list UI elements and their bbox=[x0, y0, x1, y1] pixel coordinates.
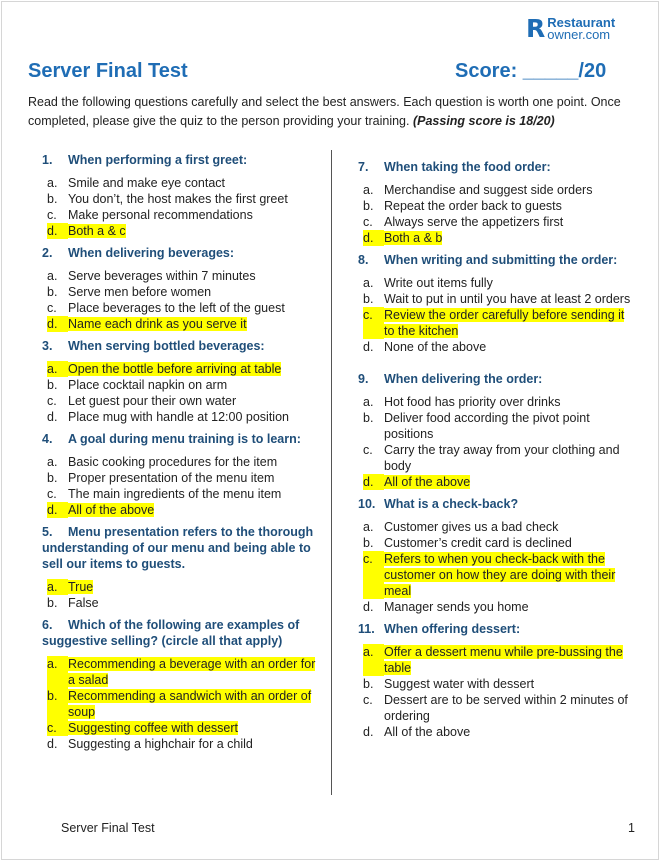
option-label: Write out items fully bbox=[384, 276, 493, 290]
answer-option bbox=[47, 736, 322, 752]
option-label: Let guest pour their own water bbox=[68, 394, 237, 408]
answer-option bbox=[363, 339, 633, 355]
option-letter: d. bbox=[47, 737, 58, 751]
answer-option bbox=[363, 291, 633, 307]
question-number: 3. bbox=[42, 339, 53, 353]
question-text: Which of the following are examples of suggestive selling? (circle all that apply) bbox=[42, 618, 300, 648]
option-label: None of the above bbox=[384, 340, 487, 354]
column-divider bbox=[331, 150, 332, 795]
answer-option bbox=[47, 377, 322, 393]
option-label: Dessert are to be served within 2 minutes of ordering bbox=[384, 693, 628, 723]
question-number: 9. bbox=[358, 372, 369, 386]
option-text bbox=[68, 175, 322, 191]
option-text bbox=[384, 724, 633, 740]
answer-option bbox=[363, 676, 633, 692]
option-letter: b. bbox=[363, 536, 374, 550]
option-letter: d. bbox=[363, 474, 384, 490]
question-text: When delivering beverages: bbox=[68, 246, 235, 260]
question-block bbox=[358, 371, 633, 490]
option-label: Open the bottle before arriving at table bbox=[68, 362, 282, 376]
option-letter: b. bbox=[47, 596, 58, 610]
option-text bbox=[68, 486, 322, 502]
answer-option bbox=[47, 656, 322, 688]
option-label: Serve men before women bbox=[68, 285, 212, 299]
question-heading bbox=[358, 371, 633, 387]
option-label: True bbox=[68, 580, 94, 594]
option-letter: c. bbox=[363, 693, 373, 707]
question-heading bbox=[42, 617, 322, 649]
page-number: 1 bbox=[628, 821, 635, 835]
answer-option bbox=[47, 175, 322, 191]
question-heading bbox=[358, 496, 633, 512]
option-text bbox=[68, 720, 322, 736]
question-number: 6. bbox=[42, 618, 53, 632]
option-text bbox=[384, 692, 633, 724]
option-text bbox=[68, 300, 322, 316]
question-heading bbox=[358, 621, 633, 637]
option-letter: c. bbox=[363, 307, 384, 339]
answer-option bbox=[47, 470, 322, 486]
option-letter: a. bbox=[363, 520, 374, 534]
question-block bbox=[358, 621, 633, 740]
option-text bbox=[384, 339, 633, 355]
question-heading bbox=[42, 245, 322, 261]
option-label: Deliver food according the pivot point positions bbox=[384, 411, 590, 441]
option-label: Always serve the appetizers first bbox=[384, 215, 564, 229]
option-letter: a. bbox=[47, 176, 58, 190]
option-label: Recommending a beverage with an order for a salad bbox=[68, 657, 316, 687]
left-question-column bbox=[42, 152, 322, 758]
option-letter: b. bbox=[47, 378, 58, 392]
answer-option bbox=[47, 284, 322, 300]
answer-option bbox=[363, 410, 633, 442]
answer-option bbox=[47, 409, 322, 425]
logo-mark: R bbox=[526, 14, 544, 43]
option-letter: b. bbox=[363, 292, 374, 306]
option-letter: d. bbox=[47, 223, 68, 239]
option-text bbox=[384, 474, 633, 490]
option-label: All of the above bbox=[384, 725, 471, 739]
option-text bbox=[384, 644, 633, 676]
option-text bbox=[384, 230, 633, 246]
answer-option bbox=[363, 182, 633, 198]
option-letter: d. bbox=[363, 725, 374, 739]
option-label: Both a & b bbox=[384, 231, 443, 245]
option-text bbox=[68, 579, 322, 595]
answer-option bbox=[47, 268, 322, 284]
answer-option bbox=[363, 307, 633, 339]
answer-option bbox=[47, 595, 322, 611]
option-letter: b. bbox=[47, 471, 58, 485]
question-text: When serving bottled beverages: bbox=[68, 339, 265, 353]
option-letter: c. bbox=[363, 443, 373, 457]
restaurant-owner-logo bbox=[526, 16, 615, 41]
right-question-column bbox=[358, 159, 633, 746]
answer-option bbox=[47, 454, 322, 470]
question-block bbox=[358, 496, 633, 615]
option-text bbox=[68, 191, 322, 207]
question-number: 1. bbox=[42, 153, 53, 167]
option-letter: a. bbox=[47, 361, 68, 377]
option-text bbox=[68, 268, 322, 284]
option-letter: d. bbox=[47, 410, 58, 424]
answer-option bbox=[47, 688, 322, 720]
logo-line2: owner.com bbox=[547, 26, 611, 42]
answer-option bbox=[47, 486, 322, 502]
question-heading bbox=[42, 152, 322, 168]
option-label: Make personal recommendations bbox=[68, 208, 253, 222]
answer-option bbox=[47, 502, 322, 518]
option-label: Basic cooking procedures for the item bbox=[68, 455, 278, 469]
option-text bbox=[68, 393, 322, 409]
option-letter: a. bbox=[363, 183, 374, 197]
option-letter: a. bbox=[47, 269, 58, 283]
option-letter: d. bbox=[363, 600, 374, 614]
option-text bbox=[68, 736, 322, 752]
answer-option bbox=[363, 474, 633, 490]
question-text: When delivering the order: bbox=[384, 372, 543, 386]
option-text bbox=[384, 291, 633, 307]
answer-option bbox=[363, 198, 633, 214]
question-text: Menu presentation refers to the thorough understanding of our menu and being able to sell our items to guests. bbox=[42, 525, 314, 571]
option-text bbox=[68, 595, 322, 611]
option-text bbox=[384, 535, 633, 551]
option-label: Wait to put in until you have at least 2 orders bbox=[384, 292, 631, 306]
answer-option bbox=[363, 214, 633, 230]
answer-option bbox=[363, 275, 633, 291]
question-text: A goal during menu training is to learn: bbox=[68, 432, 301, 446]
question-block bbox=[358, 159, 633, 246]
answer-option bbox=[363, 551, 633, 599]
answer-option bbox=[363, 535, 633, 551]
question-block bbox=[42, 338, 322, 425]
score-field: Score: _____/20 bbox=[455, 60, 607, 82]
question-text: When writing and submitting the order: bbox=[384, 253, 618, 267]
option-text bbox=[384, 410, 633, 442]
answer-option bbox=[47, 300, 322, 316]
answer-option bbox=[47, 361, 322, 377]
option-letter: d. bbox=[363, 340, 374, 354]
option-label: You don’t, the host makes the first greet bbox=[68, 192, 288, 206]
question-heading bbox=[42, 338, 322, 354]
question-block bbox=[42, 524, 322, 611]
option-label: False bbox=[68, 596, 99, 610]
option-text bbox=[384, 551, 633, 599]
answer-option bbox=[363, 724, 633, 740]
question-heading bbox=[42, 524, 322, 572]
question-block bbox=[42, 152, 322, 239]
option-label: Offer a dessert menu while pre-bussing the table bbox=[384, 645, 623, 675]
option-text bbox=[68, 316, 322, 332]
option-label: Both a & c bbox=[68, 224, 126, 238]
option-letter: b. bbox=[47, 285, 58, 299]
option-label: Suggesting a highchair for a child bbox=[68, 737, 253, 751]
option-letter: c. bbox=[363, 551, 384, 599]
option-text bbox=[68, 470, 322, 486]
option-letter: a. bbox=[363, 395, 374, 409]
question-block bbox=[358, 252, 633, 355]
option-letter: c. bbox=[363, 215, 373, 229]
option-text bbox=[68, 223, 322, 239]
answer-option bbox=[363, 519, 633, 535]
logo-text bbox=[547, 14, 616, 42]
answer-option bbox=[363, 692, 633, 724]
answer-option bbox=[363, 599, 633, 615]
question-number: 7. bbox=[358, 160, 369, 174]
answer-option bbox=[47, 207, 322, 223]
option-label: Refers to when you check-back with the customer on how they are doing with their meal bbox=[384, 552, 616, 598]
question-number: 4. bbox=[42, 432, 53, 446]
option-text bbox=[68, 656, 322, 688]
question-block bbox=[42, 617, 322, 752]
answer-option bbox=[47, 191, 322, 207]
answer-option bbox=[47, 223, 322, 239]
option-label: Place cocktail napkin on arm bbox=[68, 378, 228, 392]
question-heading bbox=[42, 431, 322, 447]
option-label: The main ingredients of the menu item bbox=[68, 487, 282, 501]
option-text bbox=[384, 198, 633, 214]
option-label: Customer gives us a bad check bbox=[384, 520, 559, 534]
intro-paragraph bbox=[28, 93, 628, 131]
option-text bbox=[68, 502, 322, 518]
option-text bbox=[68, 377, 322, 393]
option-letter: d. bbox=[47, 502, 68, 518]
option-letter: b. bbox=[363, 411, 374, 425]
option-letter: a. bbox=[363, 276, 374, 290]
answer-option bbox=[47, 720, 322, 736]
question-text: When offering dessert: bbox=[384, 622, 521, 636]
option-letter: c. bbox=[47, 394, 57, 408]
page-title: Server Final Test bbox=[28, 60, 188, 82]
option-letter: d. bbox=[47, 316, 68, 332]
answer-option bbox=[363, 442, 633, 474]
option-label: Carry the tray away from your clothing and body bbox=[384, 443, 620, 473]
option-text bbox=[68, 207, 322, 223]
option-text bbox=[384, 519, 633, 535]
option-label: Smile and make eye contact bbox=[68, 176, 226, 190]
option-text bbox=[384, 214, 633, 230]
option-letter: a. bbox=[363, 644, 384, 676]
option-letter: c. bbox=[47, 487, 57, 501]
option-label: Merchandise and suggest side orders bbox=[384, 183, 593, 197]
option-text bbox=[68, 454, 322, 470]
answer-option bbox=[363, 230, 633, 246]
option-letter: d. bbox=[363, 230, 384, 246]
option-text bbox=[68, 409, 322, 425]
option-letter: b. bbox=[47, 688, 68, 720]
option-text bbox=[384, 599, 633, 615]
option-letter: c. bbox=[47, 301, 57, 315]
option-letter: c. bbox=[47, 720, 68, 736]
question-text: What is a check-back? bbox=[384, 497, 519, 511]
answer-option bbox=[363, 394, 633, 410]
option-letter: a. bbox=[47, 455, 58, 469]
option-label: Suggest water with dessert bbox=[384, 677, 535, 691]
option-label: Place beverages to the left of the guest bbox=[68, 301, 285, 315]
option-label: Customer’s credit card is declined bbox=[384, 536, 572, 550]
option-letter: a. bbox=[47, 656, 68, 688]
option-text bbox=[384, 394, 633, 410]
option-label: All of the above bbox=[384, 475, 471, 489]
question-text: When taking the food order: bbox=[384, 160, 551, 174]
option-letter: b. bbox=[363, 199, 374, 213]
option-label: Manager sends you home bbox=[384, 600, 529, 614]
answer-option bbox=[47, 579, 322, 595]
answer-option bbox=[363, 644, 633, 676]
footer-title: Server Final Test bbox=[61, 821, 155, 835]
option-text bbox=[384, 182, 633, 198]
option-label: Recommending a sandwich with an order of soup bbox=[68, 689, 312, 719]
passing-score-note: (Passing score is 18/20) bbox=[412, 114, 555, 128]
option-label: Proper presentation of the menu item bbox=[68, 471, 275, 485]
option-letter: b. bbox=[363, 677, 374, 691]
question-number: 2. bbox=[42, 246, 53, 260]
option-text bbox=[384, 307, 633, 339]
option-letter: c. bbox=[47, 208, 57, 222]
option-letter: a. bbox=[47, 579, 68, 595]
question-block bbox=[42, 245, 322, 332]
question-number: 11. bbox=[358, 622, 375, 636]
question-heading bbox=[358, 252, 633, 268]
question-block bbox=[42, 431, 322, 518]
question-number: 5. bbox=[42, 525, 53, 539]
intro-text: Read the following questions carefully and select the best answers. Each question is worth one point. Once completed, please give the quiz to the person providing your training. bbox=[28, 95, 621, 128]
option-label: Name each drink as you serve it bbox=[68, 317, 247, 331]
question-heading bbox=[358, 159, 633, 175]
option-label: Suggesting coffee with dessert bbox=[68, 721, 239, 735]
option-letter: b. bbox=[47, 192, 58, 206]
option-text bbox=[68, 361, 322, 377]
option-text bbox=[384, 676, 633, 692]
option-label: All of the above bbox=[68, 503, 155, 517]
question-text: When performing a first greet: bbox=[68, 153, 248, 167]
option-text bbox=[68, 284, 322, 300]
answer-option bbox=[47, 316, 322, 332]
option-text bbox=[384, 442, 633, 474]
option-text bbox=[68, 688, 322, 720]
option-label: Serve beverages within 7 minutes bbox=[68, 269, 256, 283]
option-text bbox=[384, 275, 633, 291]
logo-line1: Restaurant bbox=[547, 14, 616, 30]
option-label: Repeat the order back to guests bbox=[384, 199, 562, 213]
option-label: Review the order carefully before sending it to the kitchen bbox=[384, 308, 625, 338]
question-number: 8. bbox=[358, 253, 369, 267]
question-number: 10. bbox=[358, 497, 376, 511]
option-label: Hot food has priority over drinks bbox=[384, 395, 561, 409]
option-label: Place mug with handle at 12:00 position bbox=[68, 410, 289, 424]
answer-option bbox=[47, 393, 322, 409]
